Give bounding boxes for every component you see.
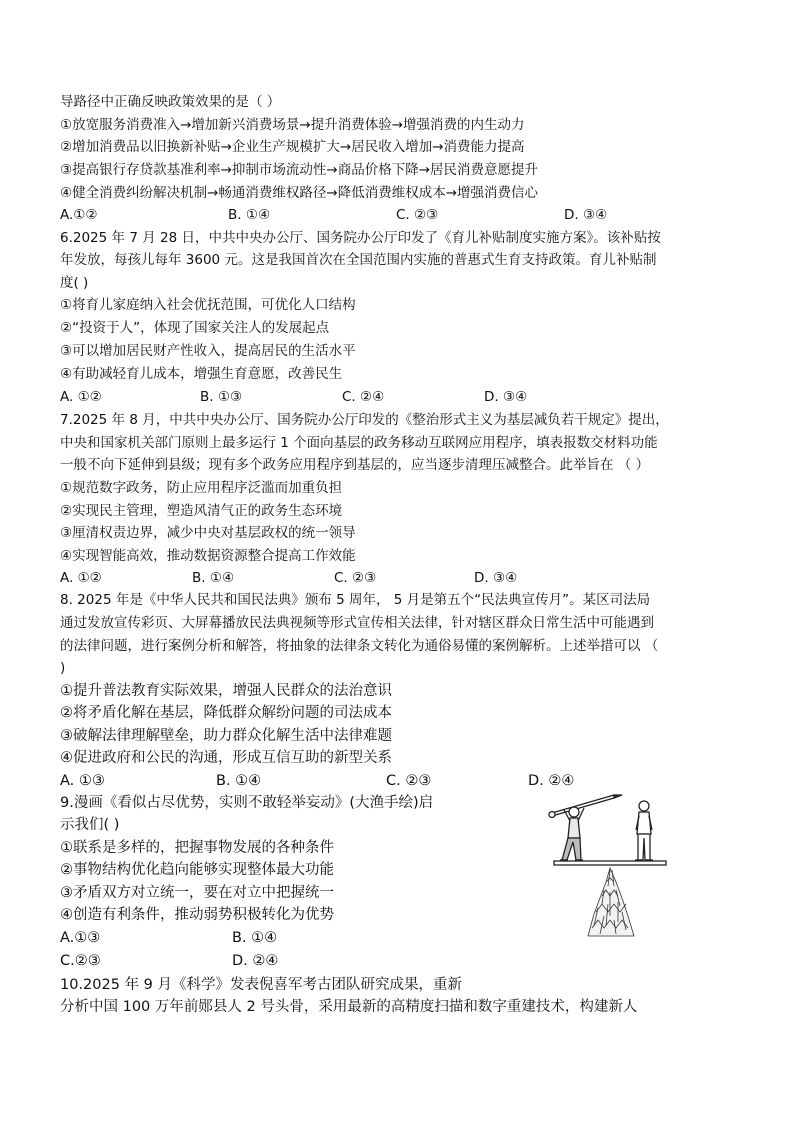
q5-option-c[interactable]: C. ②③ — [396, 207, 439, 223]
q6-stem-line-3: 度( ) — [60, 275, 89, 291]
q5-item-3: ③提高银行存贷款基准利率→抑制市场流动性→商品价格下降→居民消费意愿提升 — [60, 162, 539, 178]
q5-item-4: ④健全消费纠纷解决机制→畅通消费维权路径→降低消费维权成本→增强消费信心 — [60, 185, 539, 201]
q9-stem-line-1: 9.漫画《看似占尽优势，实则不敢轻举妄动》(大渔手绘)启 — [60, 795, 434, 811]
q9-options-row-2 — [60, 951, 360, 971]
spiky-fulcrum — [588, 868, 634, 936]
q6-stem-line-1: 6.2025 年 7 月 28 日，中共中央办公厅、国务院办公厅印发了《育儿补贴制度实施方案》。该补贴按 — [60, 230, 661, 246]
q7-item-4: ④实现智能高效，推动数据资源整合提高工作效能 — [60, 548, 356, 564]
q5-item-2: ②增加消费品以旧换新补贴→企业生产规模扩大→居民收入增加→消费能力提高 — [60, 139, 525, 155]
q8-stem-line-3: 的法律问题，进行案例分析和解答，将抽象的法律条文转化为通俗易懂的案例解析。上述举措可以 （ — [60, 638, 659, 654]
q9-option-c[interactable]: C.②③ — [60, 953, 101, 969]
q9-item-3: ③矛盾双方对立统一，要在对立中把握统一 — [60, 885, 334, 901]
q6-stem-line-2: 年发放，每孩儿每年 3600 元。这是我国首次在全国范围内实施的普惠式生育支持政策。育儿补贴制 — [60, 252, 657, 268]
q7-option-d[interactable]: D. ③④ — [474, 570, 518, 586]
q9-option-b[interactable]: B. ①④ — [232, 930, 278, 946]
q5-option-b[interactable]: B. ①④ — [228, 207, 271, 223]
q6-option-b[interactable]: B. ①③ — [200, 389, 243, 405]
q8-stem-line-1: 8. 2025 年是《中华人民共和国民法典》颁布 5 周年， 5 月是第五个“民法典宣传月”。某区司法局 — [60, 592, 651, 608]
q9-stem-line-2: 示我们( ) — [60, 817, 120, 833]
q7-option-c[interactable]: C. ②③ — [334, 570, 377, 586]
q9-item-4: ④创造有利条件，推动弱势积极转化为优势 — [60, 907, 334, 923]
q5-item-1: ①放宽服务消费准入→增加新兴消费场景→提升消费体验→增强消费的内生动力 — [60, 117, 525, 133]
q6-item-3: ③可以增加居民财产性收入，提高居民的生活水平 — [60, 343, 356, 359]
q8-option-c[interactable]: C. ②③ — [386, 773, 432, 789]
q5-option-d[interactable]: D. ③④ — [564, 207, 608, 223]
q8-stem-line-4: ) — [60, 660, 66, 676]
seesaw-plank — [554, 861, 666, 865]
q5-stem: 导路径中正确反映政策效果的是（ ） — [60, 94, 281, 110]
q7-stem-line-1: 7.2025 年 8 月，中共中央办公厅、国务院办公厅印发的《整治形式主义为基层减负若干规定》提出， — [60, 412, 669, 428]
left-figure-with-pencil — [549, 795, 622, 860]
q6-option-a[interactable]: A. ①② — [60, 389, 102, 405]
q7-option-b[interactable]: B. ①④ — [192, 570, 235, 586]
q8-option-b[interactable]: B. ①④ — [216, 773, 262, 789]
q5-options — [60, 205, 740, 225]
q9-option-a[interactable]: A.①③ — [60, 930, 101, 946]
q6-item-4: ④有助减轻育儿成本，增强生育意愿，改善民生 — [60, 366, 343, 382]
q8-option-d[interactable]: D. ②④ — [528, 773, 575, 789]
q5-option-a[interactable]: A.①② — [60, 207, 98, 223]
q6-item-2: ②“投资于人”，体现了国家关注人的发展起点 — [60, 320, 330, 336]
q7-stem-line-3: 一般不向下延伸到县级；现有多个政务应用程序到基层的，应当逐步清理压减整合。此举旨在 （ ） — [60, 457, 650, 473]
q9-item-2: ②事物结构优化趋向能够实现整体最大功能 — [60, 862, 334, 878]
q8-item-2: ②将矛盾化解在基层，降低群众解纷问题的司法成本 — [60, 705, 392, 721]
q9-item-1: ①联系是多样的，把握事物发展的各种条件 — [60, 840, 334, 856]
q7-item-2: ②实现民主管理，塑造风清气正的政务生态环境 — [60, 503, 343, 519]
q8-option-a[interactable]: A. ①③ — [60, 773, 105, 789]
q8-item-3: ③破解法律理解壁垒，助力群众化解生活中法律难题 — [60, 728, 392, 744]
q9-option-d[interactable]: D. ②④ — [232, 953, 279, 969]
q8-item-1: ①提升普法教育实际效果，增强人民群众的法治意识 — [60, 683, 392, 699]
seesaw-cartoon-illustration — [548, 786, 676, 946]
q7-item-3: ③厘清权责边界，减少中央对基层政权的统一领导 — [60, 525, 356, 541]
q7-options — [60, 568, 740, 588]
q6-option-c[interactable]: C. ②④ — [342, 389, 385, 405]
q7-option-a[interactable]: A. ①② — [60, 570, 102, 586]
q7-item-1: ①规范数字政务，防止应用程序泛滥而加重负担 — [60, 480, 343, 496]
q9-options-row-1 — [60, 928, 360, 948]
q6-option-d[interactable]: D. ③④ — [484, 389, 528, 405]
q6-options — [60, 387, 740, 407]
right-figure-standing — [635, 801, 653, 860]
q6-item-1: ①将育儿家庭纳入社会优抚范围，可优化人口结构 — [60, 297, 356, 313]
q10-stem-line-1: 10.2025 年 9 月《科学》发表倪喜军考古团队研究成果，重新 — [60, 977, 463, 993]
q10-stem-line-2: 分析中国 100 万年前郧县人 2 号头骨，采用最新的高精度扫描和数字重建技术，构建新人 — [60, 999, 638, 1015]
q7-stem-line-2: 中央和国家机关部门原则上最多运行 1 个面向基层的政务移动互联网应用程序，填表报数交材料功能 — [60, 435, 658, 451]
q8-stem-line-2: 通过发放宣传彩页、大屏幕播放民法典视频等形式宣传相关法律，针对辖区群众日常生活中可能遇到 — [60, 615, 654, 631]
q8-item-4: ④促进政府和公民的沟通，形成互信互助的新型关系 — [60, 750, 392, 766]
